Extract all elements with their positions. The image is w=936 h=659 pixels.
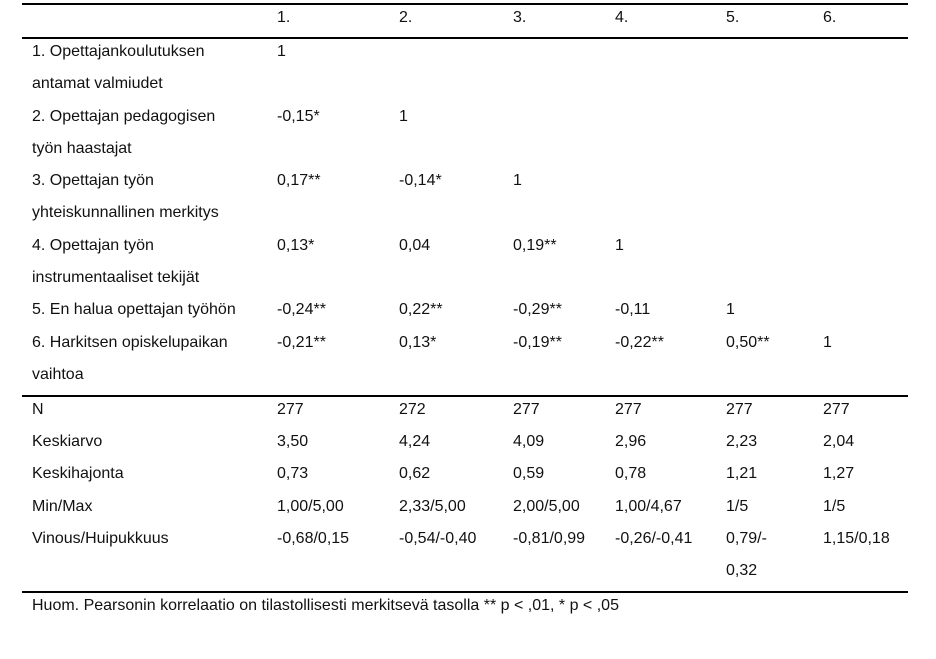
header-cell: 2.	[399, 9, 413, 26]
table-cell: 0,22**	[399, 301, 443, 318]
table-cell: 4,24	[399, 433, 431, 450]
table-row	[22, 426, 908, 458]
table-cell: 0,78	[615, 465, 647, 482]
table-cell: 0,04	[399, 237, 431, 254]
table-cell: 1	[399, 108, 408, 125]
table-cell: 2,33/5,00	[399, 498, 466, 515]
table-row	[22, 294, 908, 326]
row-label: 3. Opettajan työn	[32, 172, 154, 189]
table-cell: 0,73	[277, 465, 309, 482]
table-cell: 1,21	[726, 465, 758, 482]
table-row	[22, 262, 908, 294]
table-row	[22, 327, 908, 359]
table-cell: 277	[726, 401, 753, 418]
table-row	[22, 133, 908, 165]
table-cell: 1,00/4,67	[615, 498, 682, 515]
table-note: Huom. Pearsonin korrelaatio on tilastollisesti merkitsevä tasolla ** p < ,01, * p < ,05	[32, 597, 619, 614]
table-row	[22, 230, 908, 262]
table-cell: 2,23	[726, 433, 758, 450]
row-label: yhteiskunnallinen merkitys	[32, 204, 219, 221]
row-label: Vinous/Huipukkuus	[32, 530, 169, 547]
table-cell: 4,09	[513, 433, 545, 450]
table-row	[22, 458, 908, 490]
table-cell: 1/5	[823, 498, 846, 515]
table-cell: 3,50	[277, 433, 309, 450]
header-row	[22, 2, 908, 34]
row-label: työn haastajat	[32, 140, 132, 157]
header-cell: 6.	[823, 9, 837, 26]
table-row	[22, 555, 908, 587]
table-row	[22, 359, 908, 391]
table-cell: -0,14*	[399, 172, 442, 189]
row-label: 2. Opettajan pedagogisen	[32, 108, 216, 125]
table-cell: 277	[615, 401, 642, 418]
table-cell: -0,15*	[277, 108, 320, 125]
table-cell: -0,68/0,15	[277, 530, 350, 547]
row-label: Keskiarvo	[32, 433, 103, 450]
row-label: 4. Opettajan työn	[32, 237, 154, 254]
header-cell: 4.	[615, 9, 629, 26]
table-row	[22, 491, 908, 523]
table-cell: 1	[615, 237, 624, 254]
table-cell: 2,04	[823, 433, 855, 450]
row-label: Keskihajonta	[32, 465, 124, 482]
table-cell: -0,19**	[513, 334, 562, 351]
table-cell: -0,29**	[513, 301, 562, 318]
row-label: 5. En halua opettajan työhön	[32, 301, 236, 318]
row-label: 1. Opettajankoulutuksen	[32, 43, 205, 60]
header-cell: 3.	[513, 9, 527, 26]
table-cell: 2,96	[615, 433, 647, 450]
table-cell: 277	[277, 401, 304, 418]
table-cell: 0,59	[513, 465, 545, 482]
table-row	[22, 165, 908, 197]
table-row	[22, 101, 908, 133]
table-cell: -0,22**	[615, 334, 664, 351]
table-cell: 0,62	[399, 465, 431, 482]
table-cell: 0,32	[726, 562, 758, 579]
table-cell: 0,13*	[399, 334, 437, 351]
table-cell: -0,81/0,99	[513, 530, 586, 547]
header-cell: 1.	[277, 9, 291, 26]
table-cell: 277	[823, 401, 850, 418]
table-row	[22, 197, 908, 229]
table-row	[22, 394, 908, 426]
row-label: vaihtoa	[32, 366, 84, 383]
row-label: instrumentaaliset tekijät	[32, 269, 200, 286]
table-row	[22, 36, 908, 68]
table-cell: 0,50**	[726, 334, 770, 351]
row-label: N	[32, 401, 44, 418]
table-cell: 1	[726, 301, 735, 318]
row-label: Min/Max	[32, 498, 93, 515]
table-cell: 0,13*	[277, 237, 315, 254]
row-label: antamat valmiudet	[32, 75, 163, 92]
header-cell: 5.	[726, 9, 740, 26]
table-cell: -0,24**	[277, 301, 326, 318]
table-cell: 1,27	[823, 465, 855, 482]
table-cell: -0,21**	[277, 334, 326, 351]
table-cell: 1,00/5,00	[277, 498, 344, 515]
table-cell: -0,11	[615, 301, 651, 318]
table-cell: 0,17**	[277, 172, 321, 189]
table-cell: -0,54/-0,40	[399, 530, 477, 547]
table-cell: 0,79/-	[726, 530, 767, 547]
table-cell: -0,26/-0,41	[615, 530, 693, 547]
table-cell: 272	[399, 401, 426, 418]
table-cell: 1	[823, 334, 832, 351]
row-label: 6. Harkitsen opiskelupaikan	[32, 334, 228, 351]
table-cell: 277	[513, 401, 540, 418]
table-row	[22, 523, 908, 555]
table-row	[22, 68, 908, 100]
table-cell: 2,00/5,00	[513, 498, 580, 515]
table-cell: 1	[513, 172, 522, 189]
table-cell: 1	[277, 43, 286, 60]
table-cell: 0,19**	[513, 237, 557, 254]
table-cell: 1/5	[726, 498, 749, 515]
table-cell: 1,15/0,18	[823, 530, 890, 547]
